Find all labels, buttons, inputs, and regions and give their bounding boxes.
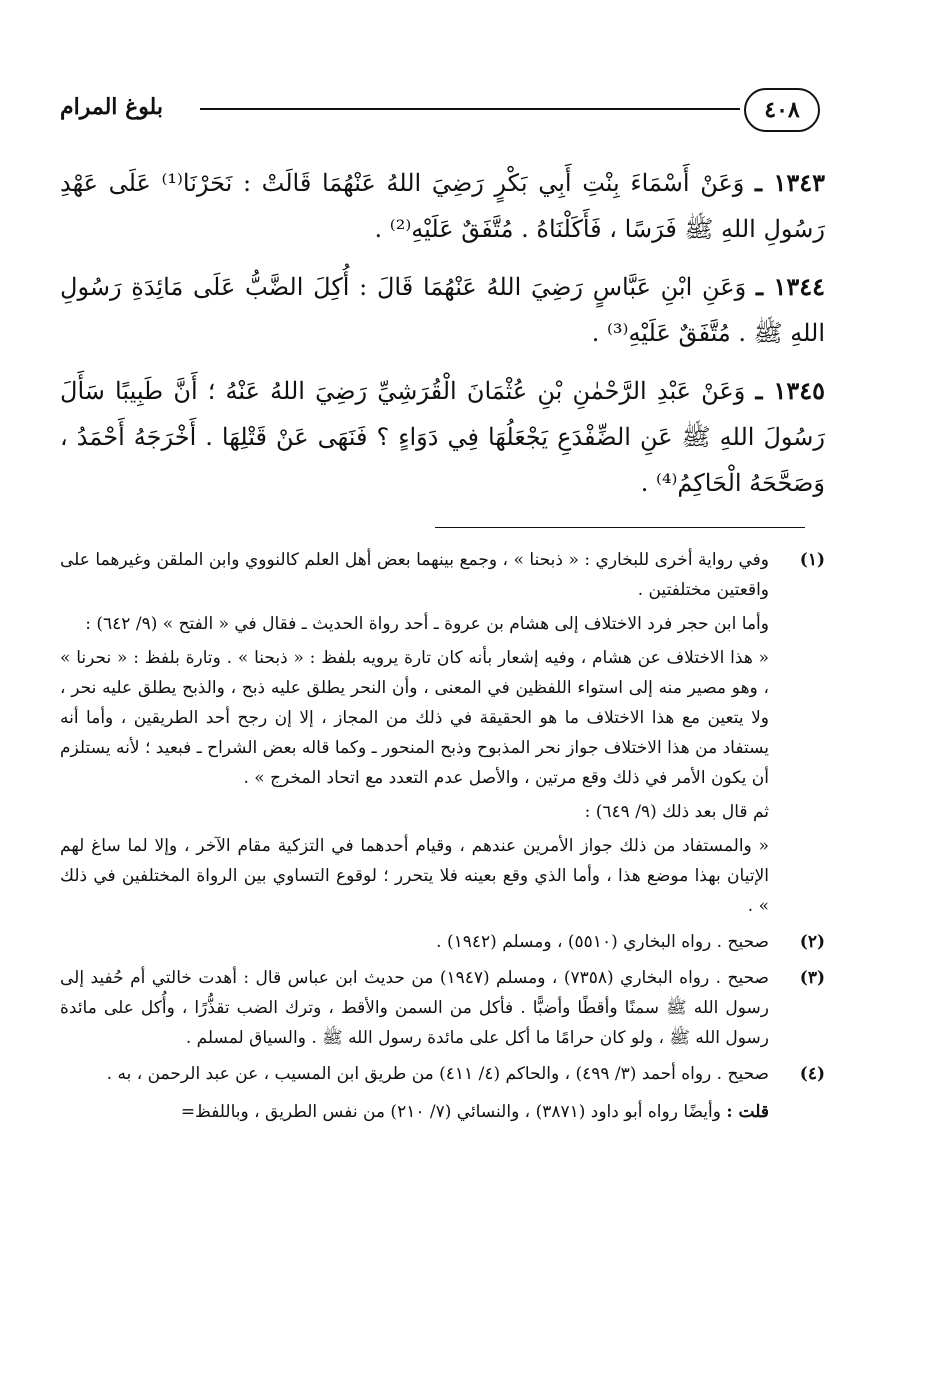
page-number: ٤٠٨ <box>744 88 820 132</box>
hadith-text: وَعَنِ ابْنِ عَبَّاسٍ رَضِيَ اللهُ عَنْهُمَا قَالَ : أُكِلَ الضَّبُّ عَلَى مَائِدَةِ رَسُولِ اللهِ ﷺ . مُتَّفَقٌ عَلَيْهِ⁽³⁾ . <box>60 273 825 347</box>
footnote-paragraph: وفي رواية أخرى للبخاري : « ذبحنا » ، وجمع بينهما بعض أهل العلم كالنووي وابن الملقن وغيرهما على واقعتين مختلفتين . <box>60 550 769 600</box>
footnote-1 <box>60 545 825 925</box>
footnote-paragraph: وأما ابن حجر فرد الاختلاف إلى هشام بن عروة ـ أحد رواة الحديث ـ فقال في « الفتح » (٩/ ٦٤٢) : <box>85 614 769 634</box>
footnote-body <box>60 963 769 1057</box>
footnote-number: (٣) <box>799 968 825 988</box>
book-title: بلوغ المرام <box>60 94 163 120</box>
footnote-number: (٤) <box>799 1064 825 1084</box>
footnote-number: (٢) <box>799 932 825 952</box>
footnote-paragraph: ثم قال بعد ذلك (٩/ ٦٤٩) : <box>584 802 769 822</box>
footnote-2 <box>60 927 825 961</box>
hadith-number: ١٣٤٤ ـ <box>755 272 825 301</box>
footnote-paragraph: « والمستفاد من ذلك جواز الأمرين عندهم ، وقيام أحدهما في التزكية مقام الآخر ، وإلا لما ساغ لهم الإتيان بهذا موضع هذا ، وأما الذي وقع بعينه فلا يتحرر ؛ لوقوع التساوي بين الرواة المختلفين في ذلك » . <box>60 836 769 916</box>
footnote-3 <box>60 963 825 1057</box>
tail-text: وأيضًا رواه أبو داود (٣٨٧١) ، والنسائي (٧/ ٢١٠) من نفس الطريق ، وباللفظ= <box>180 1102 721 1122</box>
footnote-paragraph: « هذا الاختلاف عن هشام ، وفيه إشعار بأنه كان تارة يرويه بلفظ : « ذبحنا » . وتارة بلفظ : « نحرنا » ، وهو مصير منه إلى استواء اللفظين في المعنى ، وأن النحر يطلق عليه ذبح ، والذبح يطلق عليه نحر ، ولا يتعين مع هذا الاختلاف ما هو الحقيقة في ذلك من المجاز ، إلا إن رجح أحد الطريقين ، وأما أنه يستفاد من هذا الاختلاف جواز نحر المذبوح وذبح المنحور ـ وكما قاله بعض الشراح ـ فبعيد ؛ لأنه يستلزم أن يكون الأمر في ذلك وقع مرتين ، والأصل عدم التعدد مع اتحاد المخرج » . <box>60 648 769 788</box>
footnote-separator <box>435 527 805 528</box>
footnote-number: (١) <box>799 550 825 570</box>
hadith-1344 <box>60 264 825 356</box>
hadith-1343 <box>60 160 825 252</box>
footnote-body <box>60 927 769 961</box>
footnote-body <box>60 545 769 925</box>
footnote-paragraph: صحيح . رواه البخاري (٧٣٥٨) ، ومسلم (١٩٤٧) من حديث ابن عباس قال : أهدت خالتي أم حُفيد إلى رسول الله ﷺ سمنًا وأقطًا وأضبًّا . فأكل من السمن والأقط ، وترك الضب تقذُّرًا ، وأُكل على مائدة رسول الله ﷺ ، ولو كان حرامًا ما أكل على مائدة رسول الله ﷺ . والسياق لمسلم . <box>60 968 769 1048</box>
header-rule <box>200 108 740 110</box>
hadith-number: ١٣٤٥ ـ <box>755 376 825 405</box>
page-header <box>60 88 820 138</box>
hadith-text: وَعَنْ أَسْمَاءَ بِنْتِ أَبِي بَكْرٍ رَضِيَ اللهُ عَنْهُمَا قَالَتْ : نَحَرْنَا⁽¹⁾ عَلَى عَهْدِ رَسُولِ اللهِ ﷺ فَرَسًا ، فَأَكَلْنَاهُ . مُتَّفَقٌ عَلَيْهِ⁽²⁾ . <box>60 169 825 243</box>
footnote-continuation <box>60 1097 769 1127</box>
footnote-paragraph: صحيح . رواه أحمد (٣/ ٤٩٩) ، والحاكم (٤/ ٤١١) من طريق ابن المسيب ، عن عبد الرحمن ، به . <box>106 1064 769 1084</box>
footnotes <box>60 545 825 1127</box>
footnote-body <box>60 1059 769 1093</box>
hadith-text: وَعَنْ عَبْدِ الرَّحْمٰنِ بْنِ عُثْمَانَ الْقُرَشِيِّ رَضِيَ اللهُ عَنْهُ ؛ أَنَّ طَبِيبًا سَأَلَ رَسُولَ اللهِ ﷺ عَنِ الضِّفْدَعِ يَجْعَلُهَا فِي دَوَاءٍ ؟ فَنَهَى عَنْ قَتْلِهَا . أَخْرَجَهُ أَحْمَدُ ، وَصَحَّحَهُ الْحَاكِمُ⁽⁴⁾ . <box>60 377 825 497</box>
hadith-section <box>60 160 825 518</box>
tail-label: قلت : <box>726 1102 769 1122</box>
footnote-4 <box>60 1059 825 1093</box>
hadith-number: ١٣٤٣ ـ <box>755 168 825 197</box>
hadith-1345 <box>60 368 825 506</box>
footnote-paragraph: صحيح . رواه البخاري (٥٥١٠) ، ومسلم (١٩٤٢) . <box>436 932 769 952</box>
